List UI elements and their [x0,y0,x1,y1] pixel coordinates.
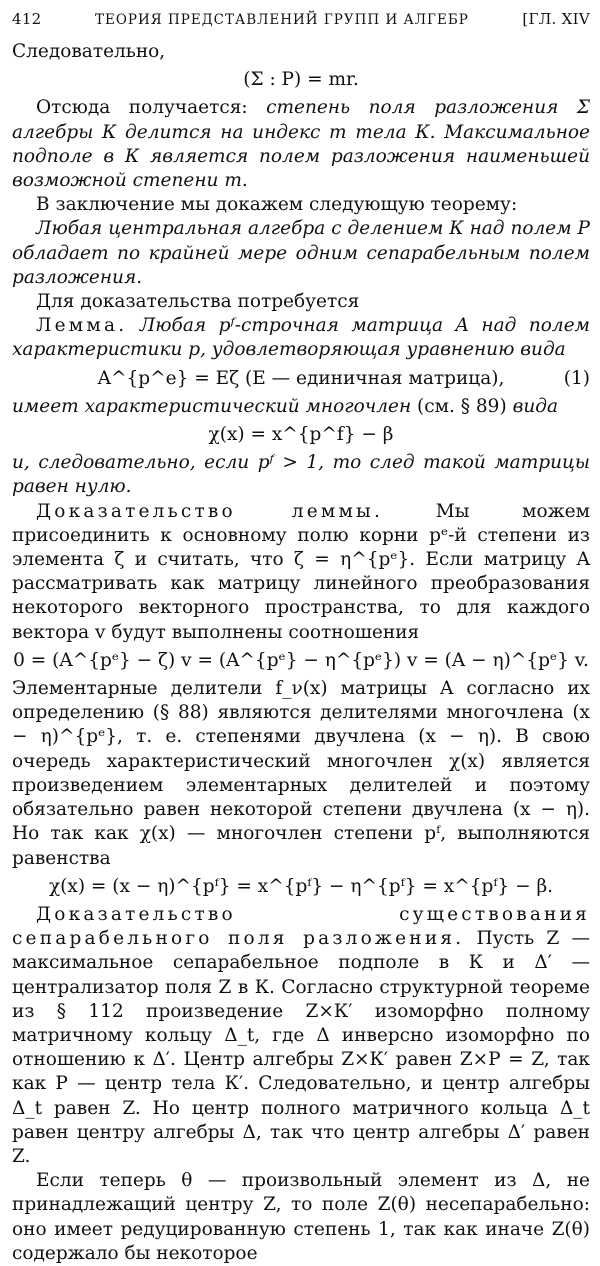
running-header [12,10,590,40]
text-italic: степень поля разложения Σ алгебры К делится на индекс m тела К. Максимальное подполе в К является полем разложения наименьшей возможной степени m. [12,97,590,192]
text-plain: (см. § 89) [411,395,513,417]
proof-existence-text: Пусть Z — максимальное сепарабельное подполе в К и Δ′ — централизатор поля Z в К. Согласно структурной теореме из § 112 произведение Z×К′ изоморфно полному матричному кольцу Δ_t, где Δ инверсно изоморфно по отношению к Δ′. Центр алгебры Z×К′ равен Z×P = Z, так как P — центр тела К′. Следовательно, и центр алгебры Δ_t равен Z. Но центр полного матричного кольца Δ_t равен центру алгебры Δ, так что центр алгебры Δ′ равен Z. [12,928,590,1167]
proof-text: Мы можем присоединить к основному полю корни pᵉ-й степени из элемента ζ и считать, что ζ = η^{pᵉ}. Если матрицу A рассматривать как матрицу линейного преобразования некоторого векторного пространства, то для каждого вектора v будут выполнены соотношения [12,500,591,643]
running-title: ТЕОРИЯ ПРЕДСТАВЛЕНИЙ ГРУПП И АЛГЕБР [95,12,469,28]
chapter-label: [ГЛ. XIV [522,10,590,28]
text-italic: вида [512,395,558,417]
paragraph-for-proof: Для доказательства потребуется [36,291,360,313]
equation-equalities: χ(x) = (x − η)^{pᶠ} = x^{pᶠ} − η^{pᶠ} = x^{pᶠ} − β. [48,875,554,897]
book-page [12,10,590,1266]
proof-existence-heading: Доказательство существования сепарабельного поля разложения. [12,903,590,950]
equation-char-poly: χ(x) = x^{p^f} − β [208,424,394,446]
paragraph-therefore: Следовательно, [12,41,166,62]
paragraph-consequence [12,96,590,193]
lemma-statement [12,314,590,362]
page-number: 412 [12,10,42,28]
equation-degree: (Σ : P) = mr. [243,69,359,91]
equation-1 [12,367,590,391]
proof-of-lemma [12,500,590,645]
theorem-statement: Любая центральная алгебра с делением К над полем P обладает по крайней мере одним сепарабельным полем разложения. [12,218,590,288]
lemma-text: Любая pᶠ-строчная матрица A над полем характеристики p, удовлетворяющая уравнению вида [12,315,590,361]
proof-heading: Доказательство леммы. [36,500,384,522]
proof-of-existence [12,903,590,1169]
equation-number: (1) [563,367,590,389]
text-plain: Отсюда получается: [36,97,267,119]
paragraph-elementary-divisors: Элементарные делители f_ν(x) матрицы A согласно их определению (§ 88) являются делителями многочлена (x − η)^{pᵉ}, т. е. степенями двучлена (x − η). В свою очередь характеристический многочлен χ(x) является произведением элементарных делителей и поэтому обязательно равен некоторой степени двучлена (x − η). Но так как χ(x) — многочлен степени pᶠ, выполняются равенства [12,678,590,869]
lemma-continuation [12,395,590,419]
equation-1-body: A^{p^e} = Eζ (E — единичная матрица), [97,367,505,389]
lemma-heading: Лемма. [36,315,128,337]
text-italic: имеет характеристический многочлен [12,395,412,417]
paragraph-conclusion: В заключение мы докажем следующую теорему: [36,194,518,216]
paragraph-theta: Если теперь θ — произвольный элемент из Δ, не принадлежащий центру Z, то поле Z(θ) несепарабельно: оно имеет редуцированную степень 1, так как иначе Z(θ) содержало бы некоторое [12,1170,590,1264]
lemma-trace-conclusion: и, следовательно, если pᶠ > 1, то след такой матрицы равен нулю. [12,452,590,498]
equation-relations: 0 = (A^{pᵉ} − ζ) v = (A^{pᵉ} − η^{pᵉ}) v = (A − η)^{pᵉ} v. [13,649,589,671]
